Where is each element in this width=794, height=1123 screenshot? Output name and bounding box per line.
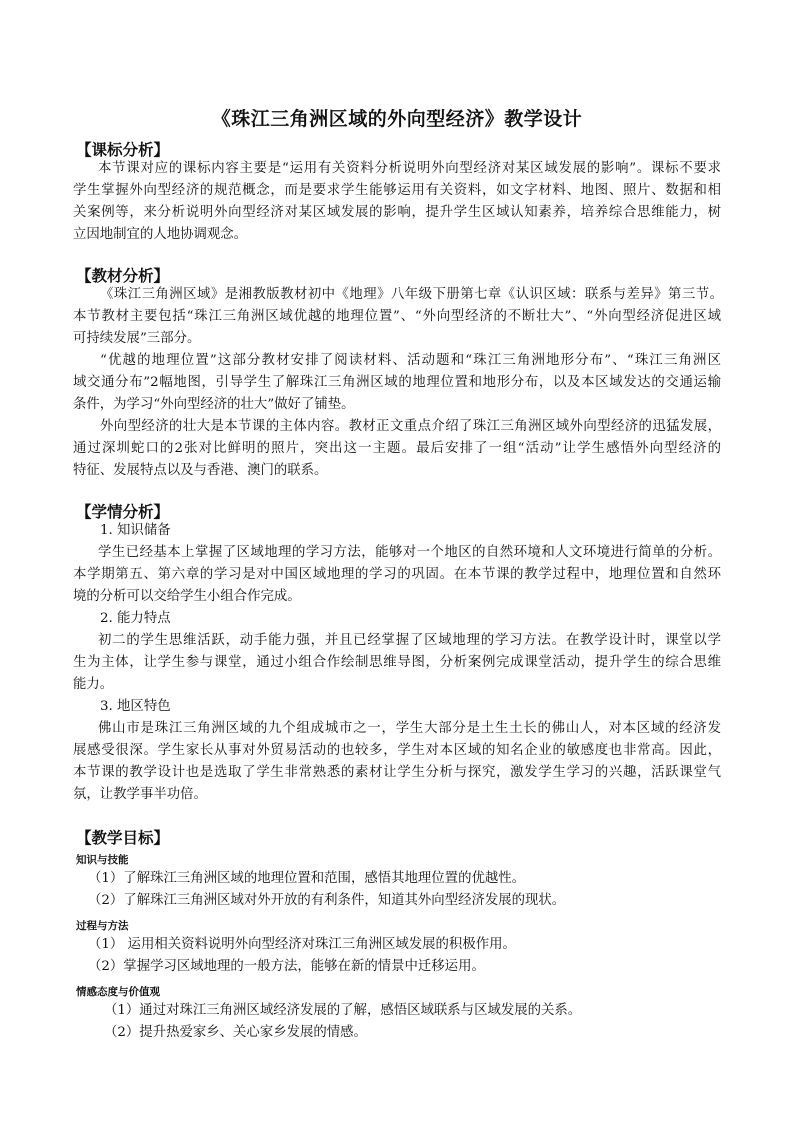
subheading: 1. 知识储备: [100, 523, 171, 538]
paragraph-line: 关案例等，来分析说明外向型经济对某区域发展的影响，提升学生区域认知素养，培养综合思维能力，树: [73, 205, 721, 220]
paragraph-line: 本节课的教学设计也是选取了学生非常熟悉的素材让学生分析与探究，激发学生学习的兴趣，活跃课堂气: [73, 765, 721, 780]
paragraph-line: 佛山市是珠江三角洲区域的九个组成城市之一，学生大部分是土生土长的佛山人，对本区域的经济发: [98, 721, 721, 736]
objective-category-knowledge: 知识与技能: [76, 854, 129, 866]
paragraph-line: 境的分析可以交给学生小组合作完成。: [73, 589, 301, 604]
objective-item: （1） 运用相关资料说明外向型经济对珠江三角洲区域发展的积极作用。: [88, 937, 516, 952]
paragraph-line: 展感受很深。学生家长从事对外贸易活动的也较多，学生对本区域的知名企业的敏感度也非常高。因此，: [73, 743, 721, 758]
paragraph-line: 通过深圳蛇口的2张对比鲜明的照片，突出这一主题。最后安排了一组“活动”让学生感悟外向型经济的: [73, 441, 721, 456]
objective-item: （1）了解珠江三角洲区域的地理位置和范围，感悟其地理位置的优越性。: [88, 871, 526, 886]
subheading: 2. 能力特点: [100, 611, 171, 626]
paragraph-line: 域交通分布”2幅地图，引导学生了解珠江三角洲区域的地理位置和地形分布，以及本区域发达的交通运输: [73, 375, 721, 390]
section-heading-textbook: 【教材分析】: [76, 266, 170, 285]
paragraph-line: 条件，为学习“外向型经济的壮大”做好了铺垫。: [73, 397, 355, 412]
paragraph-line: 氛，让教学事半功倍。: [73, 787, 207, 802]
section-heading-curriculum: 【课标分析】: [76, 140, 170, 159]
objective-item: （2）掌握学习区域地理的一般方法，能够在新的情景中迁移运用。: [88, 959, 485, 974]
document-title: 《珠江三角洲区域的外向型经济》教学设计: [211, 108, 583, 130]
section-heading-objectives: 【教学目标】: [76, 828, 170, 847]
paragraph-line: “优越的地理位置”这部分教材安排了阅读材料、活动题和“珠江三角洲地形分布”、“珠江三角洲区: [100, 353, 721, 368]
objective-item: （2）提升热爱家乡、关心家乡发展的情感。: [104, 1025, 367, 1040]
paragraph-line: 学生掌握外向型经济的规范概念，而是要求学生能够运用有关资料，如文字材料、地图、照片、数据和相: [73, 183, 721, 198]
paragraph-line: 本节教材主要包括“珠江三角洲区域优越的地理位置”、“外向型经济的不断壮大”、“外向型经济促进区域: [73, 309, 721, 324]
paragraph-line: 本节课对应的课标内容主要是“运用有关资料分析说明外向型经济对某区域发展的影响”。课标不要求: [98, 161, 721, 176]
paragraph-line: 特征、发展特点以及与香港、澳门的联系。: [73, 463, 328, 478]
paragraph-line: 可持续发展”三部分。: [73, 331, 201, 346]
paragraph-line: 学生已经基本上掌握了区域地理的学习方法，能够对一个地区的自然环境和人文环境进行简单的分析。: [98, 545, 721, 560]
subheading: 3. 地区特色: [100, 699, 171, 714]
paragraph-line: 立因地制宜的人地协调观念。: [73, 227, 248, 242]
paragraph-line: 生为主体，让学生参与课堂，通过小组合作绘制思维导图，分析案例完成课堂活动，提升学生的综合思维: [73, 655, 721, 670]
paragraph-line: 外向型经济的壮大是本节课的主体内容。教材正文重点介绍了珠江三角洲区域外向型经济的迅猛发展，: [100, 419, 721, 434]
objective-category-emotion: 情感态度与价值观: [76, 986, 160, 998]
paragraph-line: 本学期第五、第六章的学习是对中国区域地理的学习的巩固。在本节课的教学过程中，地理位置和自然环: [73, 567, 721, 582]
section-heading-students: 【学情分析】: [76, 502, 170, 521]
paragraph-line: 初二的学生思维活跃，动手能力强，并且已经掌握了区域地理的学习方法。在教学设计时，课堂以学: [98, 633, 721, 648]
paragraph-line: 能力。: [73, 677, 114, 692]
objective-item: （1）通过对珠江三角洲区域经济发展的了解，感悟区域联系与区域发展的关系。: [104, 1003, 582, 1018]
objective-item: （2）了解珠江三角洲区域对外开放的有利条件，知道其外向型经济发展的现状。: [88, 893, 566, 908]
objective-category-process: 过程与方法: [76, 920, 129, 932]
paragraph-line: 《珠江三角洲区域》是湘教版教材初中《地理》八年级下册第七章《认识区域：联系与差异》第三节。: [100, 287, 723, 302]
